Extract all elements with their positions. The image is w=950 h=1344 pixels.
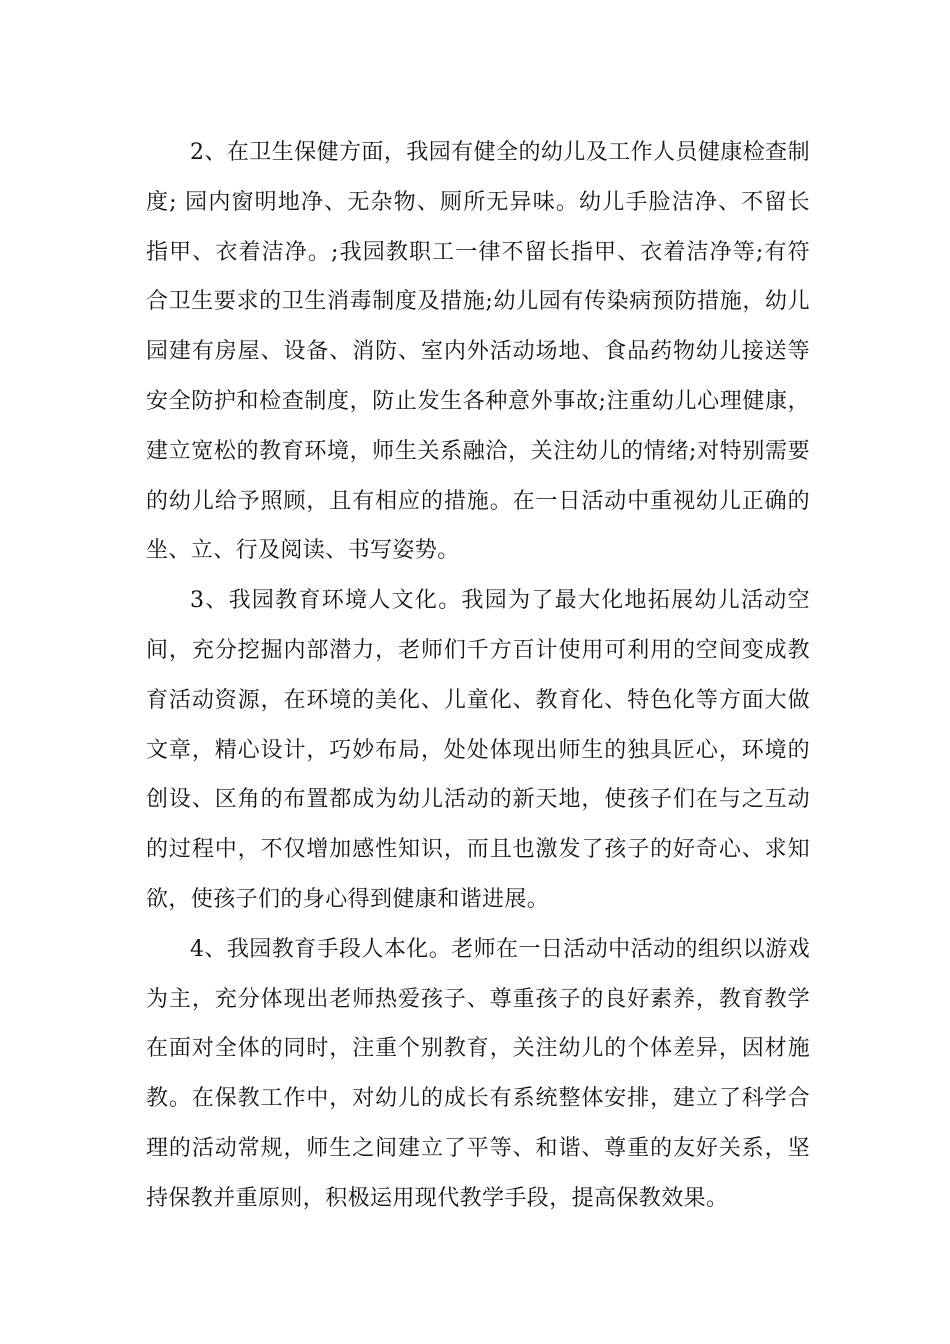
paragraph-environment: 3、我园教育环境人文化。我园为了最大化地拓展幼儿活动空间，充分挖掘内部潜力，老师们千方百计使用可利用的空间变成教育活动资源，在环境的美化、儿童化、教育化、特色化等方面大做文章，精心设计，巧妙布局，处处体现出师生的独具匠心，环境的创设、区角的布置都成为幼儿活动的新天地，使孩子们在与之互动的过程中，不仅增加感性知识，而且也激发了孩子的好奇心、求知欲，使孩子们的身心得到健康和谐进展。 [146,588,810,912]
document-body [146,128,810,1224]
paragraph-teaching-methods: 4、我园教育手段人本化。老师在一日活动中活动的组织以游戏为主，充分体现出老师热爱孩子、尊重孩子的良好素养，教育教学在面对全体的同时，注重个别教育，关注幼儿的个体差异，因材施教。在保教工作中，对幼儿的成长有系统整体安排，建立了科学合理的活动常规，师生之间建立了平等、和谐、尊重的友好关系，坚持保教并重原则，积极运用现代教学手段，提高保教效果。 [146,936,810,1211]
paragraph-health-care: 2、在卫生保健方面，我园有健全的幼儿及工作人员健康检查制度; 园内窗明地净、无杂物、厕所无异味。幼儿手脸洁净、不留长指甲、衣着洁净。;我园教职工一律不留长指甲、衣着洁净等;有符合卫生要求的卫生消毒制度及措施;幼儿园有传染病预防措施，幼儿园建有房屋、设备、消防、室内外活动场地、食品药物幼儿接送等安全防护和检查制度，防止发生各种意外事故;注重幼儿心理健康，建立宽松的教育环境，师生关系融洽，关注幼儿的情绪;对特别需要的幼儿给予照顾，且有相应的措施。在一日活动中重视幼儿正确的坐、立、行及阅读、书写姿势。 [146,140,810,564]
